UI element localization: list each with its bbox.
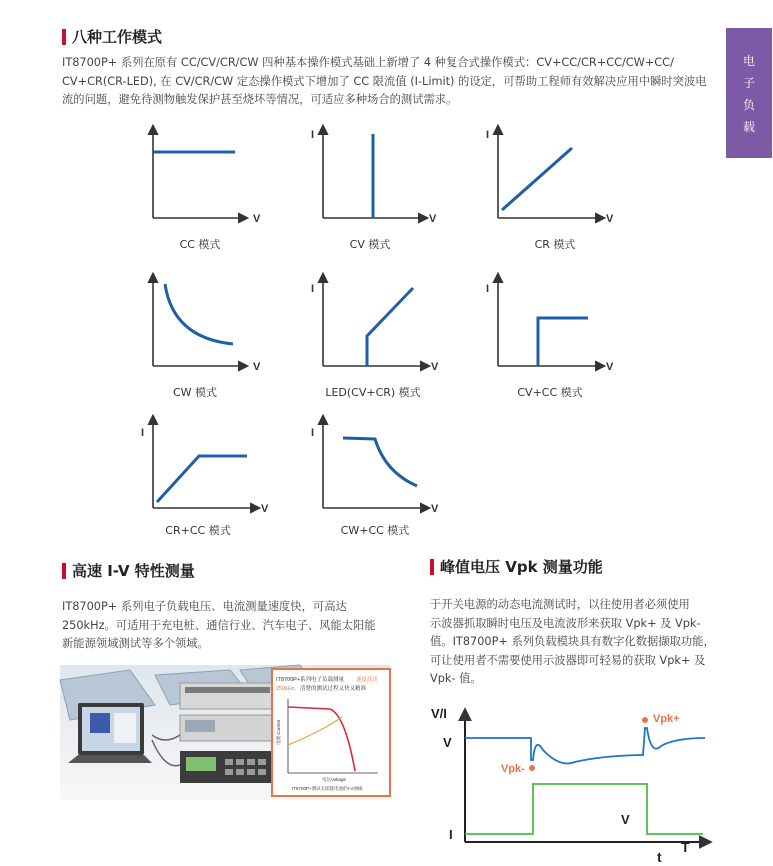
v-axis-label: V (429, 213, 437, 225)
panel-x-axis: 电压Voltage (322, 777, 347, 782)
vpk-minus-label: Vpk- (501, 763, 525, 775)
paragraph-line: 于开关电源的动态电流测试时，以往使用者必须使用 (430, 598, 690, 611)
section-title-text: 峰值电压 Vpk 测量功能 (440, 558, 603, 576)
v-level-label: V (443, 735, 452, 750)
vpk-plus-label: Vpk+ (653, 713, 680, 725)
paragraph-line: 流的问题，避免待测物触发保护甚至烧坏等情况，可适应多种场合的测试需求。 (62, 93, 458, 106)
side-tab-char: 电 (742, 54, 755, 68)
vi-axis-label: V/I (431, 706, 447, 721)
v-axis-label: V (253, 213, 261, 225)
i-axis-label: I (141, 427, 145, 439)
panel-title: IT8700P+系列电子负载测量 (276, 677, 345, 683)
section2-paragraph (62, 598, 392, 654)
current-waveform (465, 784, 703, 834)
cc-mode-graph (135, 122, 265, 227)
led-curve (367, 288, 413, 366)
cv-mode-graph (305, 122, 435, 227)
setup-illustration (60, 665, 390, 800)
vpk-minus-marker (529, 765, 535, 771)
vpk-waveform-diagram (425, 700, 725, 866)
cw-curve (165, 284, 233, 344)
cw-cc-curve (343, 438, 417, 486)
cv-cc-mode-graph (480, 270, 615, 375)
i-level-label: I (449, 827, 453, 842)
cw-cc-mode-graph (305, 412, 440, 517)
v-mark-label: V (621, 812, 630, 827)
cv-cc-curve (538, 318, 588, 366)
side-tab-char: 子 (742, 76, 755, 90)
cw-mode-graph (135, 270, 265, 375)
panel-highlight2: 250kHz, (276, 686, 297, 692)
v-axis-label: V (253, 361, 261, 373)
cr-mode-graph (480, 122, 615, 227)
section-title-vpk (430, 556, 603, 577)
title-accent-bar (430, 559, 434, 575)
cr-cc-curve (157, 456, 247, 502)
panel-y-axis: 电流 Current (276, 719, 281, 745)
v-axis-label: V (431, 361, 439, 373)
cr-curve (502, 148, 572, 210)
side-tab-char: 载 (742, 120, 755, 134)
section-title-iv-measurement (62, 560, 195, 581)
cw-mode-label: CW 模式 (172, 386, 218, 399)
paragraph-line: Vpk- 值。 (430, 672, 482, 685)
vpk-plus-marker (642, 717, 648, 723)
side-tab-char: 负 (742, 98, 755, 112)
section-title-text: 高速 I-V 特性测量 (72, 562, 195, 580)
led-mode-label: LED(CV+CR) 模式 (325, 386, 421, 399)
section1-paragraph (62, 54, 722, 110)
v-axis-label: V (261, 503, 269, 515)
section3-paragraph (430, 596, 715, 689)
t-label: t (657, 849, 662, 865)
cv-mode-label: CV 模式 (349, 238, 391, 251)
T-label: T (681, 839, 690, 855)
i-axis-label: I (486, 283, 490, 295)
voltage-waveform (465, 728, 705, 764)
panel-highlight: 速度高达 (356, 677, 379, 683)
paragraph-line: IT8700P+ 系列在原有 CC/CV/CR/CW 四种基本操作模式基础上新增了 4 种复合式操作模式：CV+CC/CR+CC/CW+CC/ (62, 56, 674, 69)
panel-subtitle: 清楚的测试过程又快又精准 (300, 686, 367, 692)
paragraph-line: 示波器抓取瞬时电压及电流波形来获取 Vpk+ 及 Vpk- (430, 616, 701, 630)
v-axis-label: V (606, 361, 614, 373)
i-axis-label: I (311, 427, 315, 439)
section-title-text: 八种工作模式 (72, 28, 163, 46)
paragraph-line: 可让使用者不需要使用示波器即可轻易的获取 Vpk+ 及 (430, 653, 706, 667)
product-setup-photo (60, 665, 390, 800)
led-mode-graph (305, 270, 440, 375)
paragraph-line: IT8700P+ 系列电子负载电压、电流测量速度快，可高达 (62, 600, 347, 613)
title-accent-bar (62, 563, 66, 579)
paragraph-line: 值。IT8700P+ 系列负载模块具有数字化数据撷取功能， (430, 635, 715, 648)
paragraph-line: 250kHz。可适用于充电桩、通信行业、汽车电子、风能太阳能 (62, 618, 376, 632)
paragraph-line: 新能源领域测试等多个领域。 (62, 637, 209, 650)
i-axis-label: I (311, 283, 315, 295)
v-axis-label: V (431, 503, 439, 515)
i-axis-label: I (311, 129, 315, 141)
cr-mode-label: CR 模式 (534, 238, 576, 251)
cw-cc-mode-label: CW+CC 模式 (340, 524, 410, 537)
i-axis-label: I (486, 129, 490, 141)
cv-cc-mode-label: CV+CC 模式 (517, 386, 583, 399)
title-accent-bar (62, 29, 66, 45)
paragraph-line: CV+CR(CR-LED), 在 CV/CR/CW 定态操作模式下增加了 CC 限流值 (I-Limit) 的设定，可帮助工程师有效解决应用中瞬时突波电 (62, 74, 707, 88)
section-title-eight-modes (62, 26, 162, 47)
v-axis-label: V (606, 213, 614, 225)
side-tab-electronic-load (726, 28, 772, 158)
cr-cc-mode-label: CR+CC 模式 (165, 524, 231, 537)
panel-caption: IT8700P+测试太阳能电池的I-V曲线 (292, 786, 363, 791)
cr-cc-mode-graph (135, 412, 270, 517)
cc-mode-label: CC 模式 (179, 238, 221, 251)
